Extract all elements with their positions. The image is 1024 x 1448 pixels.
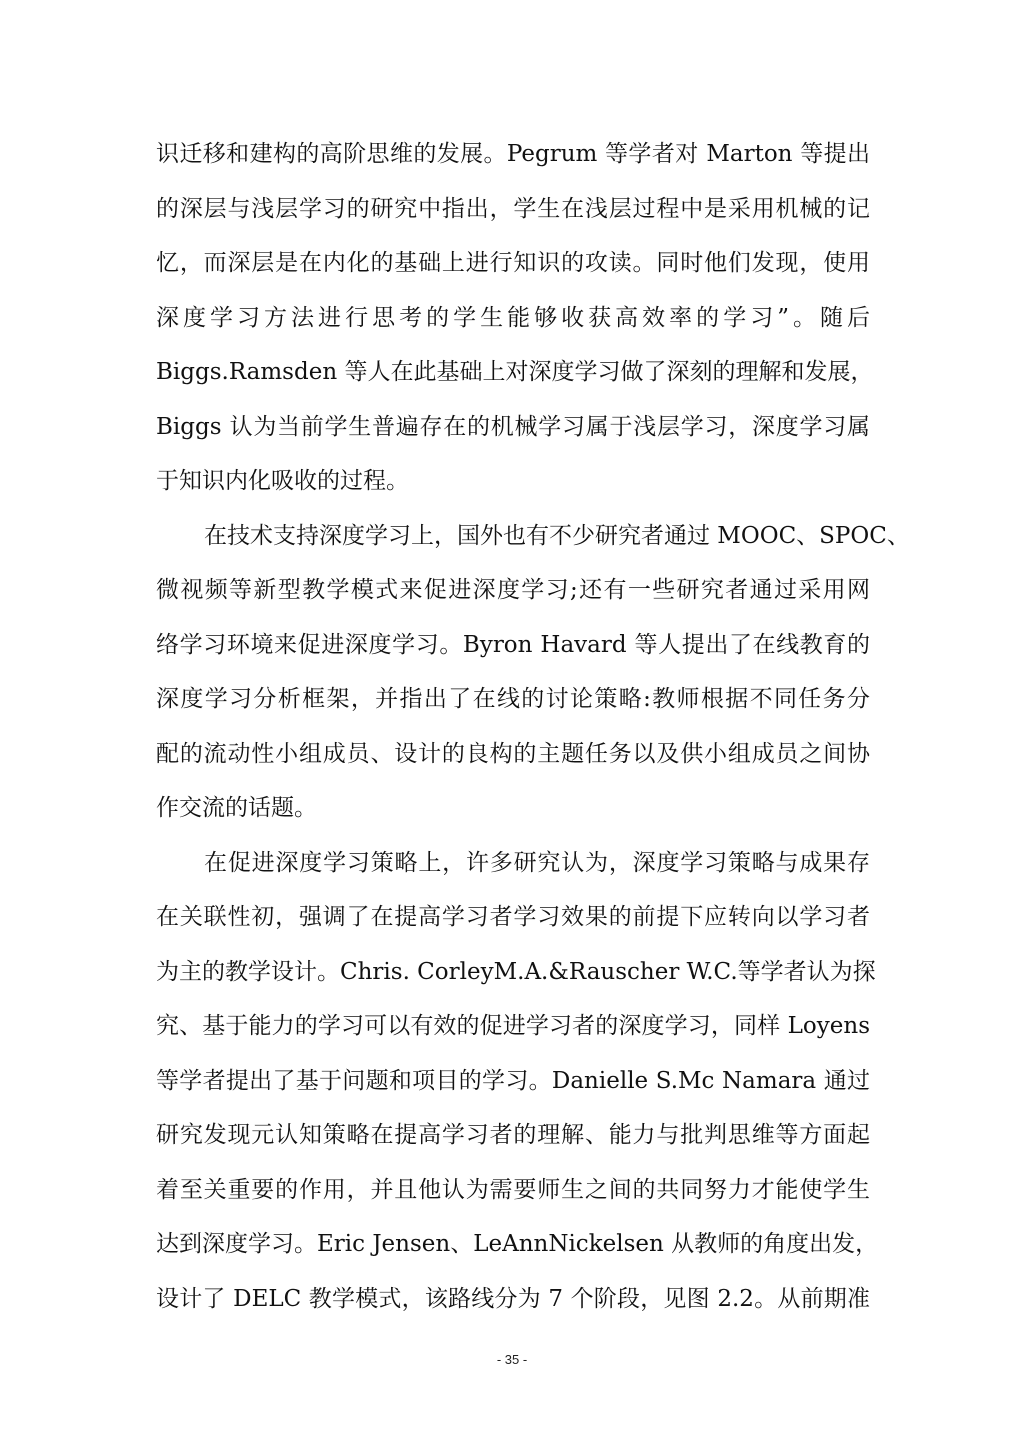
text-line: 配的流动性小组成员、设计的良构的主题任务以及供小组成员之间协: [156, 740, 870, 767]
page-number: - 35 -: [496, 1352, 528, 1367]
text-line: 着至关重要的作用，并且他认为需要师生之间的共同努力才能使学生: [156, 1176, 870, 1203]
text-line: 研究发现元认知策略在提高学习者的理解、能力与批判思维等方面起: [156, 1122, 870, 1148]
text-line: Biggs 认为当前学生普遍存在的机械学习属于浅层学习，深度学习属: [156, 413, 870, 440]
paragraph-2: [156, 509, 910, 836]
text-line: 于知识内化吸收的过程。: [156, 468, 409, 494]
text-line: 在关联性初，强调了在提高学习者学习效果的前提下应转向以学习者: [156, 904, 870, 930]
text-line: 究、基于能力的学习可以有效的促进学习者的深度学习，同样 Loyens: [156, 1013, 870, 1039]
text-line: 在技术支持深度学习上，国外也有不少研究者通过 MOOC、SPOC、: [204, 522, 910, 549]
paragraph-3: [156, 836, 879, 1327]
text-line: 等学者提出了基于问题和项目的学习。Danielle S.Mc Namara 通过: [156, 1067, 870, 1094]
text-line: 的深层与浅层学习的研究中指出，学生在浅层过程中是采用机械的记: [156, 195, 870, 222]
text-line: 深度学习方法进行思考的学生能够收获高效率的学习”。随后: [156, 304, 870, 331]
text-line: 为主的教学设计。Chris. CorleyM.A.&Rauscher W.C.等学者认为探: [156, 958, 876, 985]
text-line: 络学习环境来促进深度学习。Byron Havard 等人提出了在线教育的: [156, 631, 870, 658]
text-line: 达到深度学习。Eric Jensen、LeAnnNickelsen 从教师的角度出发，: [156, 1231, 879, 1257]
body-text: [156, 127, 910, 1326]
text-line: 设计了 DELC 教学模式，该路线分为 7 个阶段，见图 2.2。从前期准: [156, 1285, 870, 1312]
text-line: 深度学习分析框架，并指出了在线的讨论策略:教师根据不同任务分: [156, 686, 870, 712]
text-line: 识迁移和建构的高阶思维的发展。Pegrum 等学者对 Marton 等提出: [156, 141, 870, 167]
text-line: 在促进深度学习策略上，许多研究认为，深度学习策略与成果存: [204, 849, 870, 876]
text-line: 忆，而深层是在内化的基础上进行知识的攻读。同时他们发现，使用: [156, 250, 870, 276]
text-line: Biggs.Ramsden 等人在此基础上对深度学习做了深刻的理解和发展，: [156, 359, 874, 385]
paragraph-1: [156, 127, 874, 509]
text-line: 微视频等新型教学模式来促进深度学习;还有一些研究者通过采用网: [156, 577, 870, 603]
text-line: 作交流的话题。: [156, 795, 317, 821]
